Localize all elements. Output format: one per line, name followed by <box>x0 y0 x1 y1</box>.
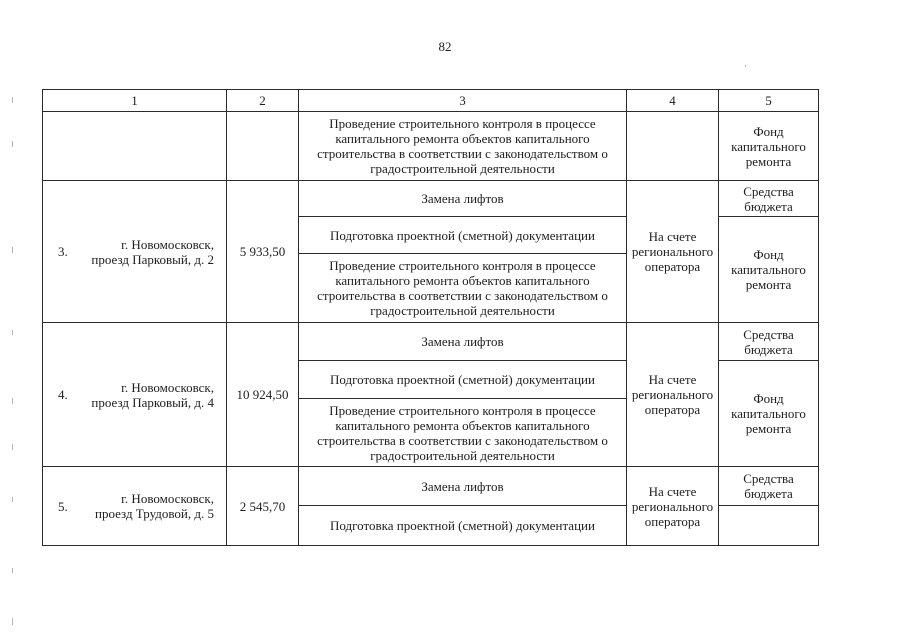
address-street: проезд Трудовой, д. 5 <box>95 506 214 521</box>
account-cell: На счете регионального оператора <box>627 181 719 323</box>
work-cell: Проведение строительного контроля в процессе капитального ремонта объектов капитального строительства в соответствии с законодательством о градостроительной деятельности <box>299 254 627 323</box>
address-city: г. Новомосковск, <box>121 379 214 395</box>
address <box>91 380 214 410</box>
funding-source-cell: Фонд капитального ремонта <box>719 361 819 467</box>
table-row <box>43 323 819 361</box>
scan-mark <box>12 330 13 335</box>
address-cell <box>43 323 227 467</box>
address-city: г. Новомосковск, <box>121 491 214 506</box>
entry-number: 4. <box>58 387 68 402</box>
address-street: проезд Парковый, д. 4 <box>91 394 214 410</box>
funding-source-cell: Средства бюджета <box>719 467 819 506</box>
address <box>91 237 214 267</box>
work-cell: Проведение строительного контроля в процессе капитального ремонта объектов капитального строительства в соответствии с законодательством о градостроительной деятельности <box>299 399 627 467</box>
work-cell: Подготовка проектной (сметной) документации <box>299 506 627 546</box>
scan-mark <box>12 247 13 253</box>
scan-mark <box>12 97 13 103</box>
account-cell: На счете регионального оператора <box>627 467 719 546</box>
address-cell-empty <box>43 112 227 181</box>
continuation-row <box>43 112 819 181</box>
scan-mark <box>745 65 746 67</box>
scan-mark <box>12 398 13 404</box>
work-cell: Замена лифтов <box>299 467 627 506</box>
address <box>95 491 214 521</box>
funding-source-cell: Средства бюджета <box>719 181 819 217</box>
address-street: проезд Парковый, д. 2 <box>91 251 214 267</box>
scan-mark <box>12 141 13 147</box>
account-cell: На счете регионального оператора <box>627 323 719 467</box>
work-cell: Замена лифтов <box>299 181 627 217</box>
header-cell-2: 2 <box>227 90 299 112</box>
entry-number: 5. <box>58 498 68 514</box>
cost-cell: 2 545,70 <box>227 467 299 546</box>
table-row <box>43 467 819 506</box>
work-cell: Проведение строительного контроля в процессе капитального ремонта объектов капитального строительства в соответствии с законодательством о градостроительной деятельности <box>299 112 627 181</box>
scan-mark <box>12 497 13 502</box>
scan-mark <box>12 444 13 450</box>
scan-mark <box>12 568 13 573</box>
cost-cell: 10 924,50 <box>227 323 299 467</box>
cost-cell: 5 933,50 <box>227 181 299 323</box>
entry-number: 3. <box>58 244 68 259</box>
account-cell-empty <box>627 112 719 181</box>
table-row <box>43 181 819 217</box>
address-cell <box>43 467 227 546</box>
address-block <box>58 237 214 267</box>
funding-source-cell: Фонд капитального ремонта <box>719 112 819 181</box>
header-cell-1: 1 <box>43 90 227 112</box>
scan-mark <box>12 618 13 625</box>
work-cell: Подготовка проектной (сметной) документации <box>299 217 627 254</box>
header-cell-5: 5 <box>719 90 819 112</box>
works-table <box>42 89 819 546</box>
funding-source-cell-empty <box>719 506 819 546</box>
header-row <box>43 90 819 112</box>
address-city: г. Новомосковск, <box>121 236 214 252</box>
funding-source-cell: Фонд капитального ремонта <box>719 217 819 323</box>
address-block <box>58 380 214 410</box>
header-cell-3: 3 <box>299 90 627 112</box>
work-cell: Замена лифтов <box>299 323 627 361</box>
work-cell: Подготовка проектной (сметной) документации <box>299 361 627 399</box>
page-number: 82 <box>438 39 452 54</box>
funding-source-cell: Средства бюджета <box>719 323 819 361</box>
address-block <box>58 491 214 521</box>
cost-cell-empty <box>227 112 299 181</box>
header-cell-4: 4 <box>627 90 719 112</box>
address-cell <box>43 181 227 323</box>
